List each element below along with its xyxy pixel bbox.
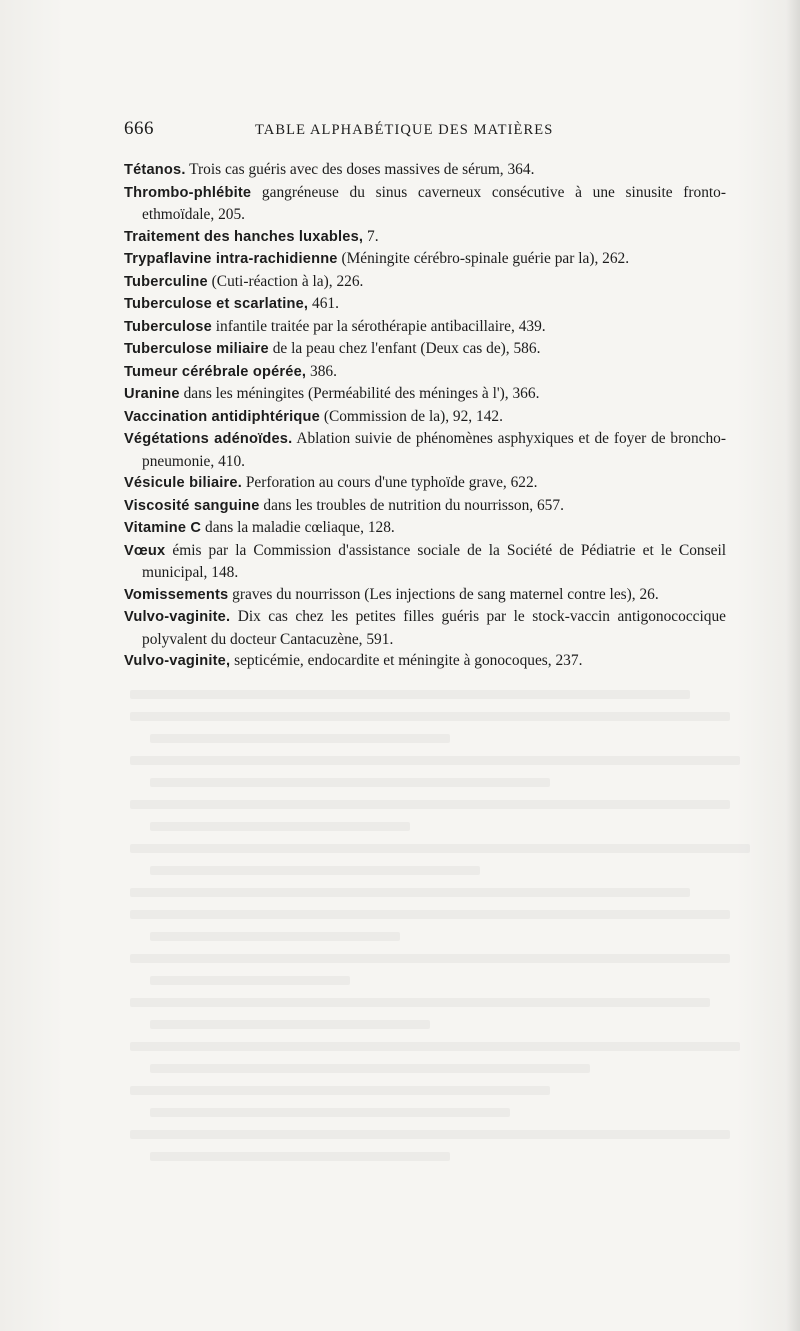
entry-text: (Cuti-réaction à la), 226. <box>207 272 364 290</box>
entry-term: Vésicule biliaire. <box>124 475 242 491</box>
entry-term: Vomissements <box>124 586 229 603</box>
page-edge-shadow <box>786 0 800 1331</box>
entry-term: Viscosité sanguine <box>124 497 260 514</box>
index-entry <box>124 159 726 182</box>
entry-text: Dix cas chez les petites filles guéris par le stock-vaccin antigonococcique polyvalent du docteur Cantacuzène, 591. <box>142 608 726 648</box>
index-entry <box>124 361 726 384</box>
entry-term: Vœux <box>124 542 166 559</box>
index-entry <box>124 248 726 271</box>
entry-term: Végétations adénoïdes. <box>124 431 293 447</box>
page-number: 666 <box>124 118 154 139</box>
index-entry <box>124 540 726 584</box>
entry-term: Tuberculose <box>124 318 212 335</box>
index-entry <box>124 472 726 495</box>
index-entry <box>124 182 726 226</box>
index-entry <box>124 606 726 650</box>
running-title: TABLE ALPHABÉTIQUE DES MATIÈRES <box>255 122 554 138</box>
entry-text: dans la maladie cœliaque, 128. <box>201 519 395 536</box>
page-header <box>124 118 730 142</box>
entry-text: 386. <box>306 362 337 380</box>
index-entry <box>124 428 726 472</box>
index-entries <box>124 159 726 673</box>
index-entry <box>124 316 726 339</box>
entry-term: Vulvo-vaginite, <box>124 653 231 669</box>
index-entry <box>124 406 726 429</box>
entry-text: (Commission de la), 92, 142. <box>319 407 503 425</box>
entry-text: (Méningite cérébro-spinale guérie par la), 262. <box>337 250 630 267</box>
entry-term: Thrombo-phlébite <box>124 184 252 201</box>
index-entry <box>124 226 726 249</box>
entry-text: Ablation suivie de phénomènes asphyxiques et de foyer de broncho-pneumonie, 410. <box>142 430 726 470</box>
index-entry <box>124 650 726 673</box>
entry-term: Trypaflavine intra-rachidienne <box>124 251 338 267</box>
entry-text: 7. <box>363 227 379 245</box>
entry-term: Tuberculose miliaire <box>124 341 269 357</box>
entry-text: infantile traitée par la sérothérapie antibacillaire, 439. <box>211 317 546 335</box>
entry-text: 461. <box>308 295 339 312</box>
entry-term: Tumeur cérébrale opérée, <box>124 363 307 380</box>
entry-term: Tétanos. <box>124 162 186 178</box>
index-entry <box>124 517 726 540</box>
index-entry <box>124 495 726 518</box>
index-entry <box>124 271 726 294</box>
entry-term: Uranine <box>124 386 180 402</box>
entry-term: Traitement des hanches luxables, <box>124 228 364 245</box>
entry-text: graves du nourrisson (Les injections de sang maternel contre les), 26. <box>228 585 659 603</box>
entry-term: Vulvo-vaginite. <box>124 609 231 625</box>
index-entry <box>124 584 726 607</box>
entry-text: Perforation au cours d'une typhoïde grave, 622. <box>241 474 538 491</box>
index-entry <box>124 338 726 361</box>
entry-text: émis par la Commission d'assistance sociale de la Société de Pédiatrie et le Conseil municipal, 148. <box>142 541 726 581</box>
entry-term: Vaccination antidiphtérique <box>124 408 320 425</box>
index-entry <box>124 293 726 316</box>
entry-text: dans les méningites (Perméabilité des méninges à l'), 366. <box>179 385 540 402</box>
entry-term: Tuberculine <box>124 273 208 290</box>
index-entry <box>124 383 726 406</box>
entry-text: septicémie, endocardite et méningite à gonocoques, 237. <box>230 652 583 669</box>
entry-term: Vitamine C <box>124 520 202 536</box>
entry-term: Tuberculose et scarlatine, <box>124 296 309 312</box>
entry-text: de la peau chez l'enfant (Deux cas de), 586. <box>268 340 541 357</box>
entry-text: dans les troubles de nutrition du nourrisson, 657. <box>259 496 564 514</box>
entry-text: gangréneuse du sinus caverneux consécutive à une sinusite fronto-ethmoïdale, 205. <box>142 183 726 223</box>
entry-text: Trois cas guéris avec des doses massives de sérum, 364. <box>185 161 535 178</box>
